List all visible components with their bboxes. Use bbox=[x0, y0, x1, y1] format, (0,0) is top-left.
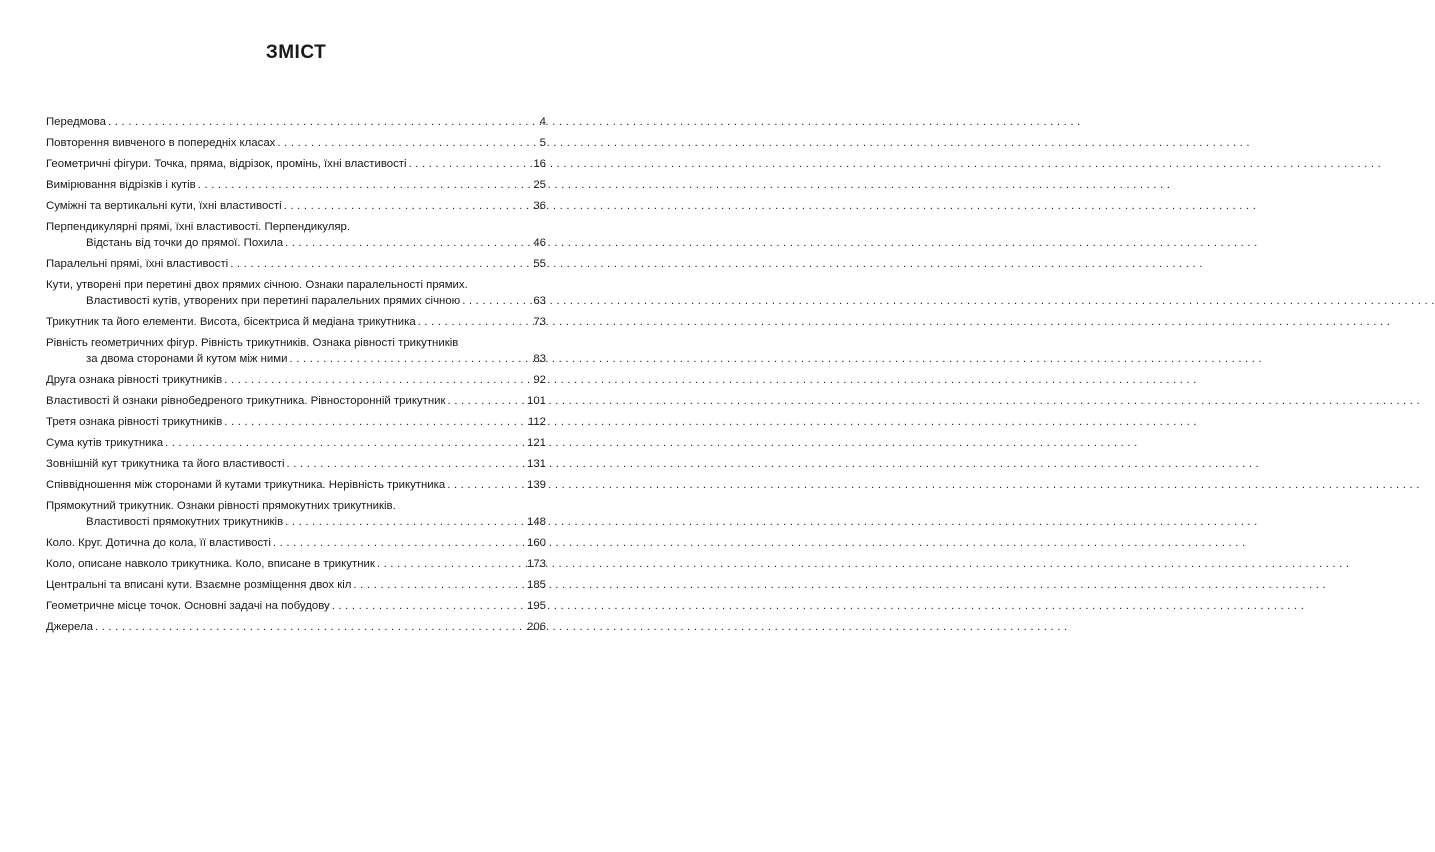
toc-page-number: 46 bbox=[533, 237, 546, 249]
toc-entry-text: Рівність геометричних фігур. Рівність трикутників. Ознака рівності трикутників bbox=[46, 337, 459, 349]
toc-page-number: 55 bbox=[533, 258, 546, 270]
dot-leader bbox=[273, 535, 525, 551]
toc-entry-text: Друга ознака рівності трикутників bbox=[46, 374, 223, 386]
toc-entry bbox=[46, 335, 546, 367]
toc-entry-text: Суміжні та вертикальні кути, їхні властивості bbox=[46, 200, 282, 212]
toc-entry bbox=[46, 577, 546, 593]
toc-entry-text: Співвідношення між сторонами й кутами трикутника. Нерівність трикутника bbox=[46, 479, 446, 491]
dot-leader bbox=[284, 198, 532, 214]
toc-entry bbox=[46, 156, 546, 172]
toc-entry-text: за двома сторонами й кутом між ними bbox=[86, 353, 288, 365]
dot-leader bbox=[230, 256, 531, 272]
dot-leader bbox=[418, 314, 532, 330]
dot-leader bbox=[95, 619, 525, 635]
toc-entry-line-last bbox=[46, 198, 546, 214]
toc-page-number: 121 bbox=[526, 437, 546, 449]
toc-entry bbox=[46, 277, 546, 309]
toc-entry-line-last bbox=[46, 598, 546, 614]
toc-entry-line-last bbox=[46, 372, 546, 388]
dot-leader bbox=[409, 156, 532, 172]
toc-page-number: 25 bbox=[533, 179, 546, 191]
toc-page-number: 160 bbox=[526, 537, 546, 549]
toc-entry-line-last bbox=[46, 577, 546, 593]
table-of-contents bbox=[46, 114, 546, 635]
toc-page-number: 73 bbox=[533, 316, 546, 328]
toc-entry-text: Сума кутів трикутника bbox=[46, 437, 164, 449]
toc-entry-text: Коло, описане навколо трикутника. Коло, вписане в трикутник bbox=[46, 558, 375, 570]
toc-entry bbox=[46, 414, 546, 430]
toc-entry bbox=[46, 556, 546, 572]
dot-leader bbox=[377, 556, 525, 572]
toc-page-number: 36 bbox=[533, 200, 546, 212]
toc-entry-line-last bbox=[46, 256, 546, 272]
toc-entry-line-last bbox=[46, 314, 546, 330]
toc-page-number: 195 bbox=[526, 600, 546, 612]
toc-page-number: 92 bbox=[533, 374, 546, 386]
toc-entry-line-last bbox=[46, 393, 546, 409]
toc-entry-text: Джерела bbox=[46, 621, 93, 633]
toc-page-number: 139 bbox=[526, 479, 546, 491]
toc-entry-text: Геометричні фігури. Точка, пряма, відрізок, промінь, їхні властивості bbox=[46, 158, 407, 170]
toc-page-number: 63 bbox=[533, 295, 546, 307]
toc-entry-text: Передмова bbox=[46, 116, 107, 128]
toc-entry-text: Властивості кутів, утворених при перетині паралельних прямих січною bbox=[86, 295, 461, 307]
dot-leader bbox=[332, 598, 525, 614]
dot-leader bbox=[287, 456, 525, 472]
toc-entry bbox=[46, 135, 546, 151]
toc-entry-text: Трикутник та його елементи. Висота, бісектриса й медіана трикутника bbox=[46, 316, 416, 328]
dot-leader bbox=[353, 577, 525, 593]
toc-entry-line-last bbox=[46, 114, 546, 130]
toc-entry bbox=[46, 198, 546, 214]
toc-entry bbox=[46, 256, 546, 272]
toc-entry bbox=[46, 314, 546, 330]
dot-leader bbox=[165, 435, 525, 451]
toc-entry-text: Коло. Круг. Дотична до кола, її властивості bbox=[46, 537, 271, 549]
toc-entry-text: Відстань від точки до прямої. Похила bbox=[86, 237, 284, 249]
page-title: ЗМІСТ bbox=[265, 42, 327, 63]
toc-entry bbox=[46, 456, 546, 472]
toc-entry bbox=[46, 393, 546, 409]
toc-entry-line bbox=[46, 335, 546, 351]
dot-leader bbox=[447, 477, 525, 493]
toc-entry-line-last bbox=[46, 514, 546, 530]
toc-entry bbox=[46, 498, 546, 530]
toc-entry-line-last bbox=[46, 435, 546, 451]
toc-page-number: 173 bbox=[526, 558, 546, 570]
toc-entry-line-last bbox=[46, 293, 546, 309]
dot-leader bbox=[198, 177, 532, 193]
dot-leader bbox=[462, 293, 531, 309]
toc-entry-text: Паралельні прямі, їхні властивості bbox=[46, 258, 229, 270]
toc-entry-line-last bbox=[46, 456, 546, 472]
toc-entry-text: Зовнішній кут трикутника та його властивості bbox=[46, 458, 285, 470]
toc-entry-text: Центральні та вписані кути. Взаємне розміщення двох кіл bbox=[46, 579, 352, 591]
toc-entry bbox=[46, 372, 546, 388]
toc-entry-text: Прямокутний трикутник. Ознаки рівності прямокутних трикутників. bbox=[46, 500, 396, 512]
toc-entry-text: Властивості й ознаки рівнобедреного трикутника. Рівносторонній трикутник bbox=[46, 395, 446, 407]
toc-entry bbox=[46, 598, 546, 614]
toc-entry bbox=[46, 535, 546, 551]
toc-page-number: 83 bbox=[533, 353, 546, 365]
toc-page-number: 185 bbox=[526, 579, 546, 591]
toc-entry-line-last bbox=[46, 556, 546, 572]
toc-page-number: 131 bbox=[526, 458, 546, 470]
toc-entry-text: Повторення вивченого в попередніх класах bbox=[46, 137, 276, 149]
toc-page-number: 5 bbox=[539, 137, 546, 149]
dot-leader bbox=[285, 235, 531, 251]
toc-entry-line bbox=[46, 219, 546, 235]
toc-page-number: 101 bbox=[526, 395, 546, 407]
dot-leader bbox=[224, 372, 531, 388]
dot-leader bbox=[447, 393, 525, 409]
toc-entry-text: Вимірювання відрізків і кутів bbox=[46, 179, 196, 191]
toc-entry-text: Кути, утворені при перетині двох прямих січною. Ознаки паралельності прямих. bbox=[46, 279, 468, 291]
toc-entry-line-last bbox=[46, 135, 546, 151]
toc-entry bbox=[46, 177, 546, 193]
toc-entry-text: Властивості прямокутних трикутників bbox=[86, 516, 284, 528]
toc-page-number: 4 bbox=[539, 116, 546, 128]
toc-entry-line-last bbox=[46, 619, 546, 635]
toc-entry-line bbox=[46, 277, 546, 293]
dot-leader bbox=[289, 351, 531, 367]
toc-entry-line-last bbox=[46, 177, 546, 193]
toc-entry-line-last bbox=[46, 535, 546, 551]
toc-entry-line-last bbox=[46, 351, 546, 367]
toc-page-number: 148 bbox=[526, 516, 546, 528]
toc-entry-text: Третя ознака рівності трикутників bbox=[46, 416, 223, 428]
toc-entry bbox=[46, 114, 546, 130]
dot-leader bbox=[277, 135, 537, 151]
toc-page-number: 206 bbox=[526, 621, 546, 633]
toc-entry bbox=[46, 619, 546, 635]
dot-leader bbox=[285, 514, 525, 530]
toc-page-number: 112 bbox=[527, 416, 546, 428]
toc-entry-line-last bbox=[46, 414, 546, 430]
toc-entry-line-last bbox=[46, 156, 546, 172]
dot-leader bbox=[224, 414, 526, 430]
toc-page-number: 16 bbox=[533, 158, 546, 170]
toc-entry-text: Перпендикулярні прямі, їхні властивості. Перпендикуляр. bbox=[46, 221, 351, 233]
toc-entry bbox=[46, 435, 546, 451]
dot-leader bbox=[108, 114, 538, 130]
toc-page bbox=[0, 0, 592, 852]
toc-entry-line-last bbox=[46, 477, 546, 493]
toc-entry bbox=[46, 477, 546, 493]
toc-entry-line bbox=[46, 498, 546, 514]
toc-entry bbox=[46, 219, 546, 251]
toc-entry-line-last bbox=[46, 235, 546, 251]
toc-entry-text: Геометричне місце точок. Основні задачі на побудову bbox=[46, 600, 330, 612]
